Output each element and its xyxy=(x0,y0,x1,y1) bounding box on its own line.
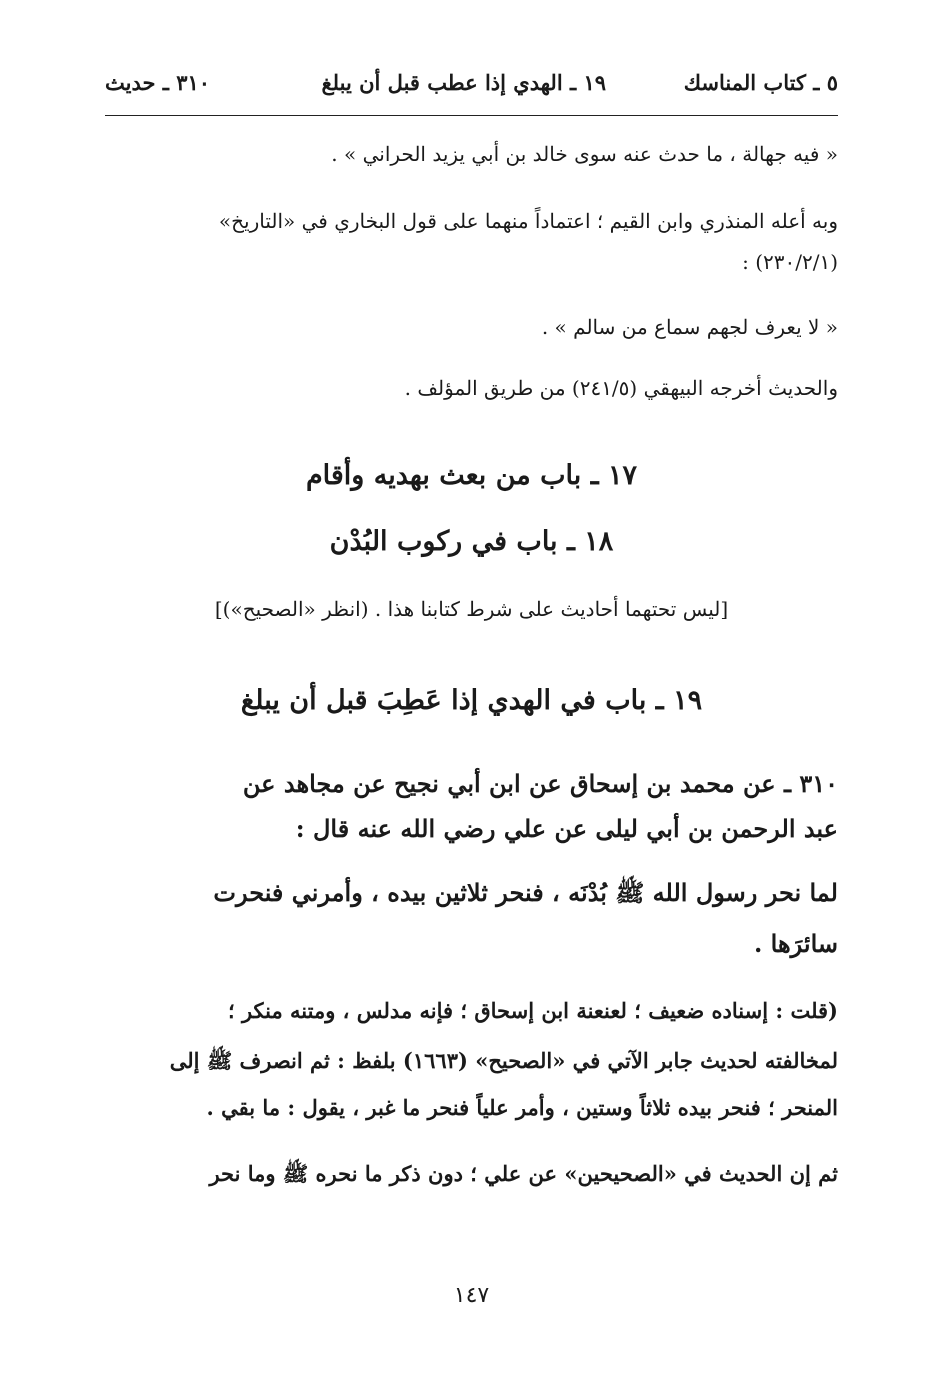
note-quote-2: « لا يعرف لجهم سماع من سالم » . xyxy=(541,315,838,339)
header-hadith-number: ٣١٠ ـ حديث xyxy=(105,70,211,95)
commentary-line-4: ثم إن الحديث في «الصحيحين» عن علي ؛ دون ذكر ما نحره ﷺ وما نحر xyxy=(209,1161,838,1186)
header-book-title: ٥ ـ كتاب المناسك xyxy=(683,70,838,95)
hadith-line-1: ٣١٠ ـ عن محمد بن إسحاق عن ابن أبي نجيح عن مجاهد عن xyxy=(242,769,838,798)
book-page xyxy=(105,60,838,1320)
chapters-bracket-note: [ليس تحتهما أحاديث على شرط كتابنا هذا . (انظر «الصحيح»)] xyxy=(214,597,729,621)
header-chapter-title: ١٩ ـ الهدي إذا عطب قبل أن يبلغ xyxy=(321,70,606,95)
commentary-line-1: (قلت : إسناده ضعيف ؛ لعنعنة ابن إسحاق ؛ فإنه مدلس ، ومتنه منكر ؛ xyxy=(227,998,838,1023)
note-paragraph-line-1: وبه أعله المنذري وابن القيم ؛ اعتماداً منهما على قول البخاري في «التاريخ» xyxy=(218,209,838,233)
page-number: ١٤٧ xyxy=(453,1283,490,1308)
commentary-line-3: المنحر ؛ فنحر بيده ثلاثاً وستين ، وأمر علياً فنحر ما غبر ، يقول : ما بقي . xyxy=(206,1095,838,1120)
commentary-line-2: لمخالفته لحديث جابر الآتي في «الصحيح» (١٦٦٣) بلفظ : ثم انصرف ﷺ إلى xyxy=(169,1048,838,1073)
hadith-line-3: لما نحر رسول الله ﷺ بُدْنَه ، فنحر ثلاثين بيده ، وأمرني فنحرت xyxy=(213,878,838,907)
chapter-17-heading: ١٧ ـ باب من بعث بهديه وأقام xyxy=(305,460,638,491)
hadith-line-2: عبد الرحمن بن أبي ليلى عن علي رضي الله عنه قال : xyxy=(295,814,838,843)
header-divider xyxy=(105,115,838,116)
note-quote-1: « فيه جهالة ، ما حدث عنه سوى خالد بن أبي يزيد الحراني » . xyxy=(331,142,838,166)
chapter-18-heading: ١٨ ـ باب في ركوب البُدْن xyxy=(329,526,614,557)
note-paragraph-line-2: (٢٣٠/٢/١) : xyxy=(742,250,838,274)
note-takhrij: والحديث أخرجه البيهقي (٢٤١/٥) من طريق المؤلف . xyxy=(404,376,838,400)
running-header xyxy=(105,70,838,110)
hadith-line-4: سائرَها . xyxy=(753,929,838,958)
chapter-19-heading: ١٩ ـ باب في الهدي إذا عَطِبَ قبل أن يبلغ xyxy=(240,685,703,716)
